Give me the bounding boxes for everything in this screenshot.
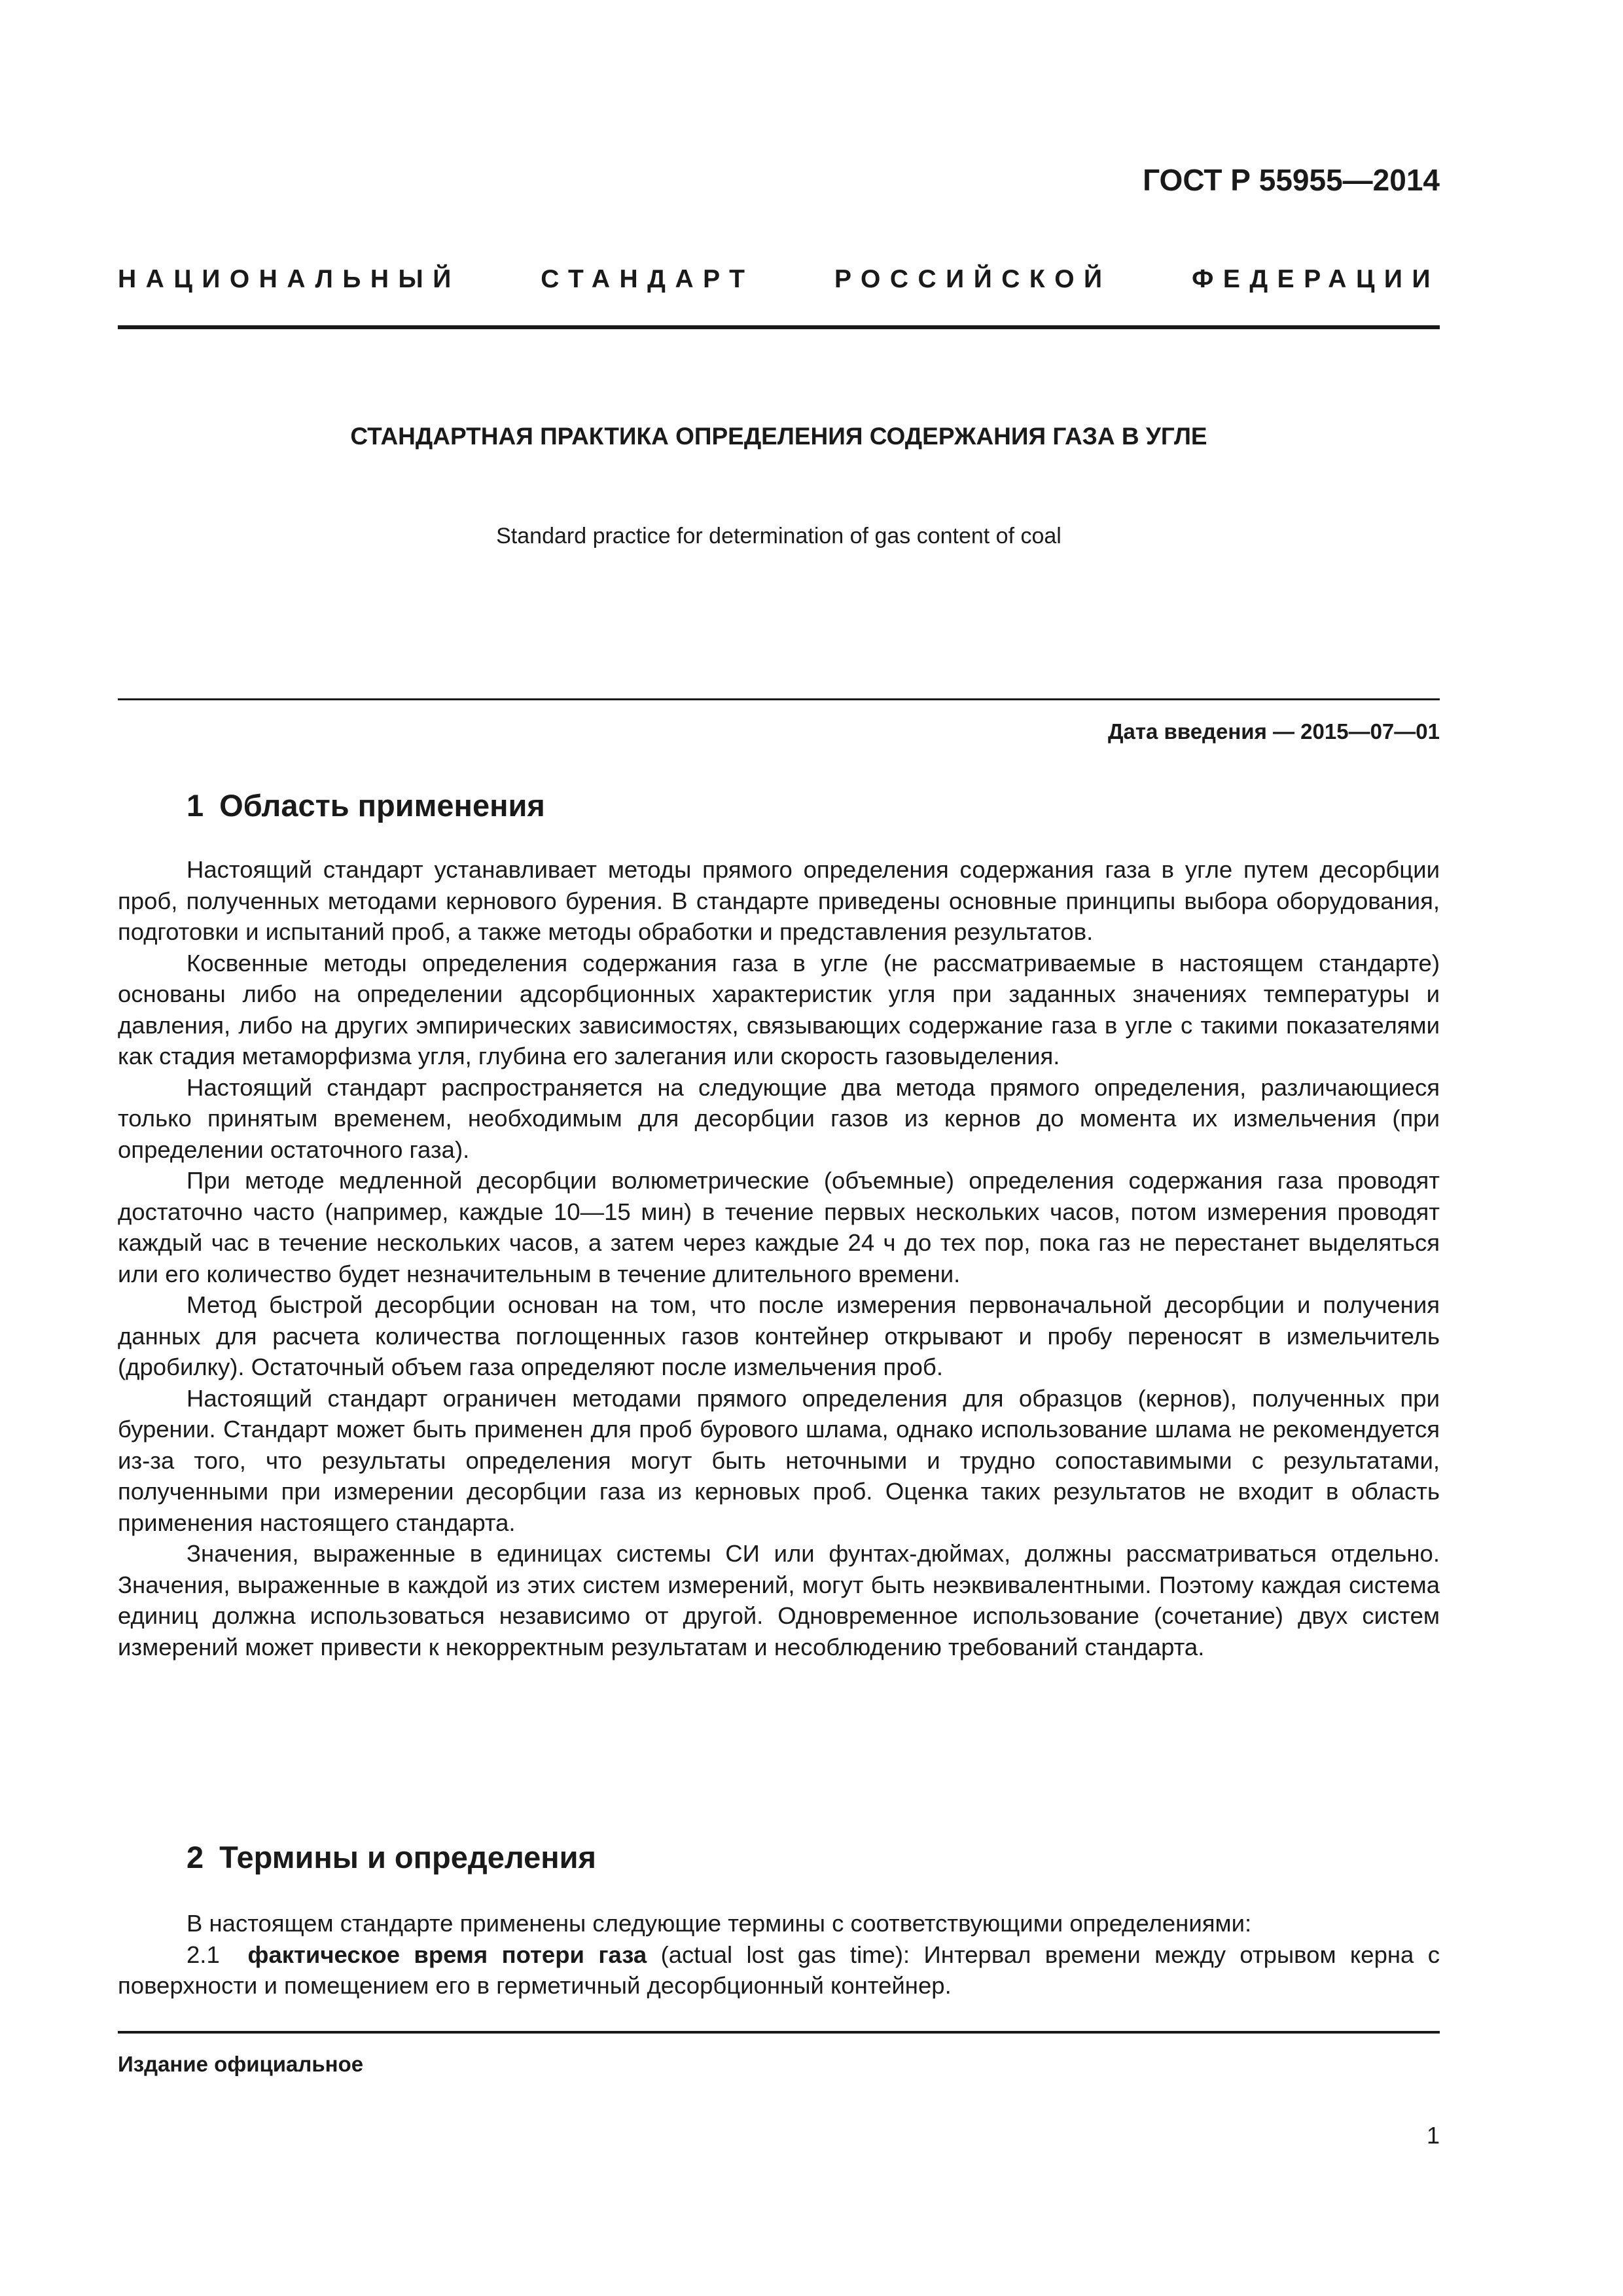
- term-definition: [118, 1939, 1440, 2001]
- title-divider: [118, 698, 1440, 700]
- paragraph: Настоящий стандарт распространяется на следующие два метода прямого определения, различающиеся только принятым временем, необходимым для десорбции газов из кернов до момента их измельчения (при определении остаточного газа).: [118, 1073, 1440, 1163]
- section-1-body: [118, 854, 1440, 1662]
- introduction-date: Дата введения — 2015—07—01: [1108, 719, 1440, 744]
- paragraph: Метод быстрой десорбции основан на том, что после измерения первоначальной десорбции и получения данных для расчета количества поглощенных газов контейнер открывают и пробу переносят в измельчитель (дробилку). Остаточный объем газа определяют после измельчения проб.: [118, 1291, 1440, 1380]
- section-2-heading: [187, 1839, 596, 1875]
- paragraph: Косвенные методы определения содержания газа в угле (не рассматриваемые в настоящем стандарте) основаны либо на определении адсорбционных характеристик угля при заданных значениях температуры и давления, либо на других эмпирических зависимостях, связывающих содержание газа в угле с такими показателями как стадия метаморфизма угля, глубина его залегания или скорость газовыделения.: [118, 949, 1440, 1069]
- gost-number: ГОСТ Р 55955—2014: [1143, 163, 1440, 197]
- document-page: [118, 0, 1440, 2296]
- section-1-number: 1: [187, 788, 204, 823]
- header-divider: [118, 325, 1440, 329]
- document-title-english: Standard practice for determination of gas content of coal: [496, 524, 1061, 548]
- term-name: фактическое время потери газа: [247, 1941, 647, 1968]
- paragraph: При методе медленной десорбции волюметрические (объемные) определения содержания газа проводят достаточно часто (например, каждые 10—15 мин) в течение первых нескольких часов, потом измерения проводят каждый час в течение нескольких часов, а затем через каждые 24 ч до тех пор, пока газ не перестанет выделяться или его количество будет незначительным в течение длительного времени.: [118, 1167, 1440, 1287]
- footer-divider: [118, 2031, 1440, 2034]
- banner-word-4: ФЕДЕРАЦИИ: [1192, 265, 1440, 293]
- term-text: (actual lost gas time): Интервал времени между отрывом керна с поверхности и помещением его в герметичный десорбционный контейнер.: [118, 1941, 1440, 1999]
- banner-word-1: НАЦИОНАЛЬНЫЙ: [118, 265, 461, 293]
- banner-word-3: РОССИЙСКОЙ: [834, 265, 1112, 293]
- section-2-title: Термины и определения: [219, 1840, 596, 1874]
- section-1-title: Область применения: [219, 788, 545, 823]
- banner-word-2: СТАНДАРТ: [541, 265, 755, 293]
- page-number: 1: [1426, 2122, 1440, 2149]
- document-title: СТАНДАРТНАЯ ПРАКТИКА ОПРЕДЕЛЕНИЯ СОДЕРЖАНИЯ ГАЗА В УГЛЕ: [350, 423, 1207, 450]
- paragraph: Настоящий стандарт ограничен методами прямого определения для образцов (кернов), полученных при бурении. Стандарт может быть применен для проб бурового шлама, однако использование шлама не рекомендуется из-за того, что результаты определения могут быть неточными и трудно сопоставимыми с результатами, полученными при измерении десорбции газа из керновых проб. Оценка таких результатов не входит в область применения настоящего стандарта.: [118, 1384, 1440, 1536]
- section-2-number: 2: [187, 1840, 204, 1874]
- section-1-heading: [187, 787, 545, 823]
- section-2-body: [118, 1908, 1440, 2001]
- paragraph: Значения, выраженные в единицах системы СИ или фунтах-дюймах, должны рассматриваться отдельно. Значения, выраженные в каждой из этих систем измерений, могут быть неэквивалентными. Поэтому каждая система единиц должна использоваться независимо от другой. Одновременное использование (сочетание) двух систем измерений может привести к некорректным результатам и несоблюдению требований стандарта.: [118, 1540, 1440, 1660]
- official-edition-label: Издание официальное: [118, 2052, 364, 2076]
- national-standard-banner: [118, 265, 1440, 294]
- paragraph: Настоящий стандарт устанавливает методы прямого определения содержания газа в угле путем десорбции проб, полученных методами кернового бурения. В стандарте приведены основные принципы выбора оборудования, подготовки и испытаний проб, а также методы обработки и представления результатов.: [118, 856, 1440, 945]
- term-number: 2.1: [187, 1941, 220, 1968]
- paragraph: В настоящем стандарте применены следующие термины с соответствующими определениями:: [187, 1910, 1252, 1937]
